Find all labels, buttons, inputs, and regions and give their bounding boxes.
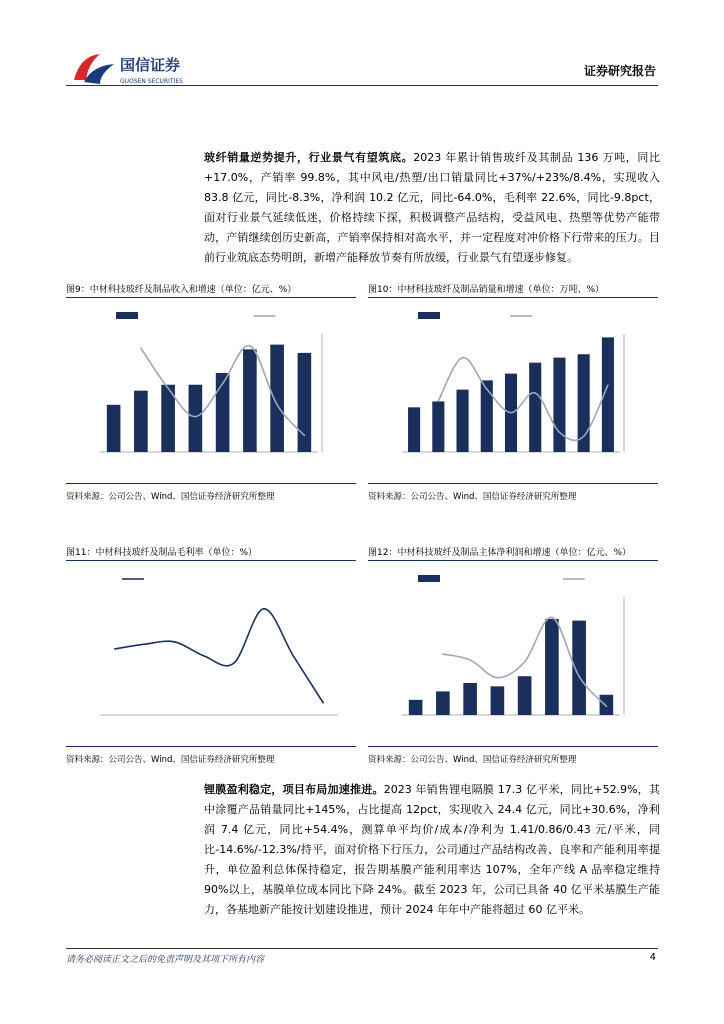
fig12-title: 图12：中材科技玻纤及制品主体净利润和增速（单位：亿元、%） (368, 548, 632, 558)
data-point (203, 655, 205, 657)
fig11-chart (66, 563, 356, 741)
paragraph-lead: 锂膜盈利稳定，项目布局加速推进。 (204, 783, 384, 796)
fig10-bottom-rule (368, 483, 658, 484)
data-point (144, 643, 146, 645)
guosen-logo (70, 50, 210, 90)
data-point (551, 617, 553, 619)
data-point (263, 608, 265, 610)
footer-rule (66, 948, 658, 949)
data-bar (107, 405, 121, 452)
data-bar (481, 380, 493, 452)
data-point (322, 702, 324, 704)
fig11-bottom-rule (66, 746, 356, 747)
fig12-rule (368, 560, 658, 561)
data-point (233, 662, 235, 664)
data-bar (463, 683, 477, 715)
data-bar (134, 391, 148, 452)
fig9-source: 资料来源：公司公告、Wind、国信证券经济研究所整理 (66, 492, 275, 502)
legend-bar-swatch (116, 312, 138, 319)
data-point (276, 404, 278, 406)
data-bar (529, 363, 541, 452)
fig10-title: 图10：中材科技玻纤及制品销量和增速（单位：万吨、%） (368, 285, 605, 295)
fig9-rule (66, 297, 356, 298)
data-point (140, 347, 142, 349)
data-point (114, 648, 116, 650)
paragraph-body: 2023 年销售锂电隔膜 17.3 亿平米，同比+52.9%，其中涂覆产品销量同比+145%，占比提高 12pct，实现收入 24.4 亿元，同比+30.6%，净利润 7.4 亿元，同比+54.4%，测算单平均价/成本/净利为 1.41/0.86/0.43 元/平米，同比-14.6%/-12.3%/持平，面对价格下行压力，公司通过产品结构改善、良率和产能利用率提升，单位盈利总体保持稳定，报告期基膜产能利用率达 107%，全年产线 A 品率稳定维持 90%以上，基膜单位成本同比下降 24%。截至 2023 年，公司已具备 40 亿平米基膜生产能力，各基地新产能按计划建设推进，预计 2024 年年中产能将超过 60 亿平米。 (204, 783, 661, 916)
data-point (583, 435, 585, 437)
data-bar (270, 345, 284, 452)
data-point (462, 357, 464, 359)
data-point (249, 345, 251, 347)
legend-bar-swatch (418, 312, 440, 319)
data-point (607, 384, 609, 386)
data-bar (243, 349, 257, 452)
fig10-source: 资料来源：公司公告、Wind、国信证券经济研究所整理 (368, 492, 577, 502)
data-point (469, 659, 471, 661)
disclaimer-note: 请务必阅读正文之后的免责声明及其项下所有内容 (66, 955, 265, 965)
data-point (534, 392, 536, 394)
fig10-chart (368, 300, 658, 478)
fig9-bottom-rule (66, 483, 356, 484)
fig12-source: 资料来源：公司公告、Wind、国信证券经济研究所整理 (368, 755, 577, 765)
logo-en: GUOSEN SECURITIES (120, 78, 183, 85)
data-point (293, 655, 295, 657)
fig11-rule (66, 560, 356, 561)
header-rule (66, 85, 658, 86)
data-point (497, 677, 499, 679)
data-bar (436, 691, 450, 715)
data-point (195, 416, 197, 418)
data-bar (189, 385, 203, 452)
data-point (438, 400, 440, 402)
data-bar (409, 700, 423, 715)
data-point (524, 661, 526, 663)
data-point (606, 706, 608, 708)
data-bar (408, 407, 420, 452)
data-bar (600, 695, 614, 715)
fig9-chart (66, 300, 356, 478)
fig12-bottom-rule (368, 746, 658, 747)
fig10-rule (368, 297, 658, 298)
paragraph-separator (204, 780, 660, 920)
data-bar (457, 390, 469, 452)
data-point (510, 412, 512, 414)
fig11-source: 资料来源：公司公告、Wind、国信证券经济研究所整理 (66, 755, 275, 765)
report-type: 证券研究报告 (583, 64, 656, 78)
fig12-chart (368, 563, 658, 741)
page-number: 4 (649, 952, 656, 963)
data-point (304, 435, 306, 437)
data-bar (432, 401, 444, 452)
paragraph-glass-fiber (204, 148, 660, 268)
data-point (559, 432, 561, 434)
data-point (442, 653, 444, 655)
fig9-title: 图9：中材科技玻纤及制品收入和增速（单位：亿元、%） (66, 285, 297, 295)
data-point (222, 383, 224, 385)
data-bar (545, 619, 559, 715)
data-bar (553, 358, 565, 452)
data-point (167, 387, 169, 389)
fig11-title: 图11：中材科技玻纤及制品毛利率（单位：%） (66, 548, 258, 558)
data-point (174, 641, 176, 643)
legend-bar-swatch (418, 575, 440, 582)
paragraph-lead: 玻纤销量逆势提升，行业景气有望筑底。 (204, 151, 414, 164)
series-line (115, 609, 323, 703)
data-point (578, 676, 580, 678)
data-bar (491, 686, 505, 715)
logo-cn: 国信证券 (120, 56, 181, 74)
data-bar (298, 353, 312, 452)
paragraph-body: 2023 年累计销售玻纤及其制品 136 万吨，同比+17.0%，产销率 99.8%，其中风电/热塑/出口销量同比+37%/+23%/8.4%，实现收入 83.8 亿元，同比-8.3%，净利润 10.2 亿元，同比-64.0%，毛利率 22.6%，同比-9.8pct，面对行业景气延续低迷，价格持续下探，积极调整产品结构，受益风电、热塑等优势产能带动，产销继续创历史新高，产销率保持相对高水平，并一定程度对冲价格下行带来的压力。目前行业筑底态势明朗，新增产能释放节奏有所放缓，行业景气有望逐步修复。 (204, 151, 661, 264)
data-point (486, 388, 488, 390)
data-bar (518, 676, 532, 715)
